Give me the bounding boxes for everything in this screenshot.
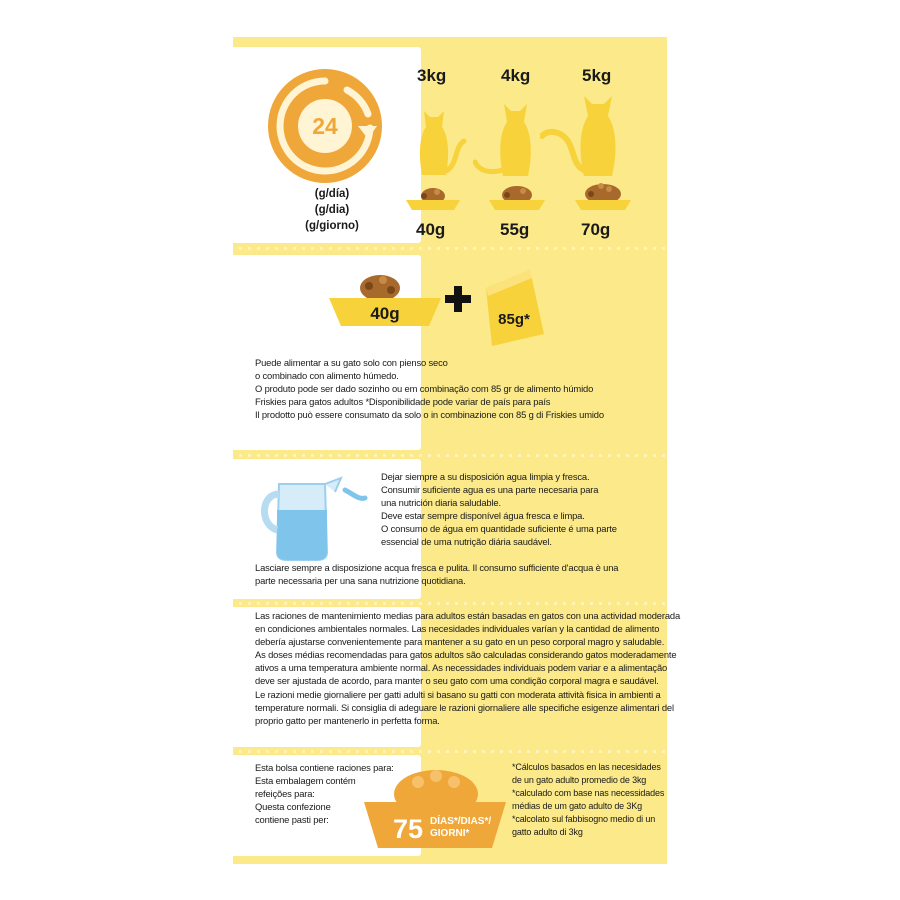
servings-footnote: *Cálculos basados en las necesidades de un gato adulto promedio de 3kg *calculado com base nas necessidades médias de um gato adulto de 3Kg *calcolato sul fabbisogno medio di un gatto adulto di 3kg bbox=[512, 762, 665, 838]
dry-food-bowl-small bbox=[404, 186, 462, 212]
section-divider bbox=[233, 602, 667, 605]
grams-4kg: 55g bbox=[500, 220, 530, 239]
water-jug-icon bbox=[255, 470, 370, 562]
weight-3kg: 3kg bbox=[417, 66, 447, 85]
weight-5kg: 5kg bbox=[582, 66, 612, 85]
grams-5kg: 70g bbox=[581, 220, 611, 239]
clock-24h-icon bbox=[265, 66, 385, 186]
wet-food-pouch-icon bbox=[478, 268, 548, 348]
cat-large-icon bbox=[540, 92, 630, 180]
section-divider bbox=[233, 247, 667, 250]
dry-amount: 40g bbox=[370, 304, 400, 323]
weight-4kg: 4kg bbox=[501, 66, 531, 85]
water-text: Dejar siempre a su disposición agua limpia y fresca. Consumir suficiente agua es una parte necesaria para una nutrición diaria saludable. Deve estar sempre disponível água fresca e limpa. O consumo de água em quantidade suficiente é uma parte essencial de uma nutrição diária saudável. bbox=[381, 471, 617, 548]
wet-amount: 85g* bbox=[498, 311, 530, 328]
unit-pt: (g/dia) bbox=[314, 204, 350, 216]
cat-small-icon bbox=[408, 105, 468, 180]
dry-food-bowl-medium bbox=[487, 184, 547, 212]
servings-text: Esta bolsa contiene raciones para: Esta embalagem contém refeições para: Questa confezione contiene pasti per: bbox=[255, 762, 394, 826]
days-bowl-icon bbox=[360, 766, 510, 850]
clock-number: 24 bbox=[312, 113, 338, 139]
days-number: 75 bbox=[392, 814, 424, 844]
dry-food-bowl-icon bbox=[325, 272, 445, 328]
days-label-line1: DÍAS*/DIAS*/ bbox=[430, 816, 492, 827]
grams-3kg: 40g bbox=[416, 220, 446, 239]
unit-it: (g/giorno) bbox=[305, 220, 359, 232]
maintenance-ration-text: Las raciones de mantenimiento medias para adultos están basadas en gatos con una actividad moderada en condiciones ambientales normales. Las necesidades individuales varían y la cantidad de alimento debería ajustarse convenientemente para mantener a su gato en un peso corporal magro y saludable. As doses médias recomendadas para gatos adultos são calculadas considerando gatos moderadamente ativos a uma temperatura ambiente normal. As necessidades individuais podem variar e a alimentação deve ser ajustada de acordo, para manter o seu gato com uma condição corporal magra e saudável. Le razioni medie giornaliere per gatti adulti si basano su gatti con moderata attività fisica in ambienti a temperature normali. Si consiglia di adeguare le razioni giornaliere alle specifiche esigenze alimentari del proprio gatto per mantenerlo in perfetta forma. bbox=[255, 610, 681, 726]
unit-es: (g/día) bbox=[314, 188, 350, 200]
section-divider bbox=[233, 454, 667, 457]
section-divider bbox=[233, 750, 667, 753]
days-label-line2: GIORNI* bbox=[430, 828, 470, 839]
mixed-feeding-text: Puede alimentar a su gato solo con pienso seco o combinado con alimento húmedo. O produto pode ser dado sozinho ou em combinação com 85 gr de alimento húmido Friskies para gatos adultos *Disponibilidade pode variar de país para país Il prodotto può essere consumato da solo o in combinazione con 85 g di Friskies umido bbox=[255, 357, 604, 421]
plus-icon bbox=[444, 285, 472, 313]
water-text-it: Lasciare sempre a disposizione acqua fresca e pulita. Il consumo sufficiente d'acqua è una parte necessaria per una sana nutrizione quotidiana. bbox=[255, 562, 619, 587]
dry-food-bowl-large bbox=[573, 182, 633, 212]
